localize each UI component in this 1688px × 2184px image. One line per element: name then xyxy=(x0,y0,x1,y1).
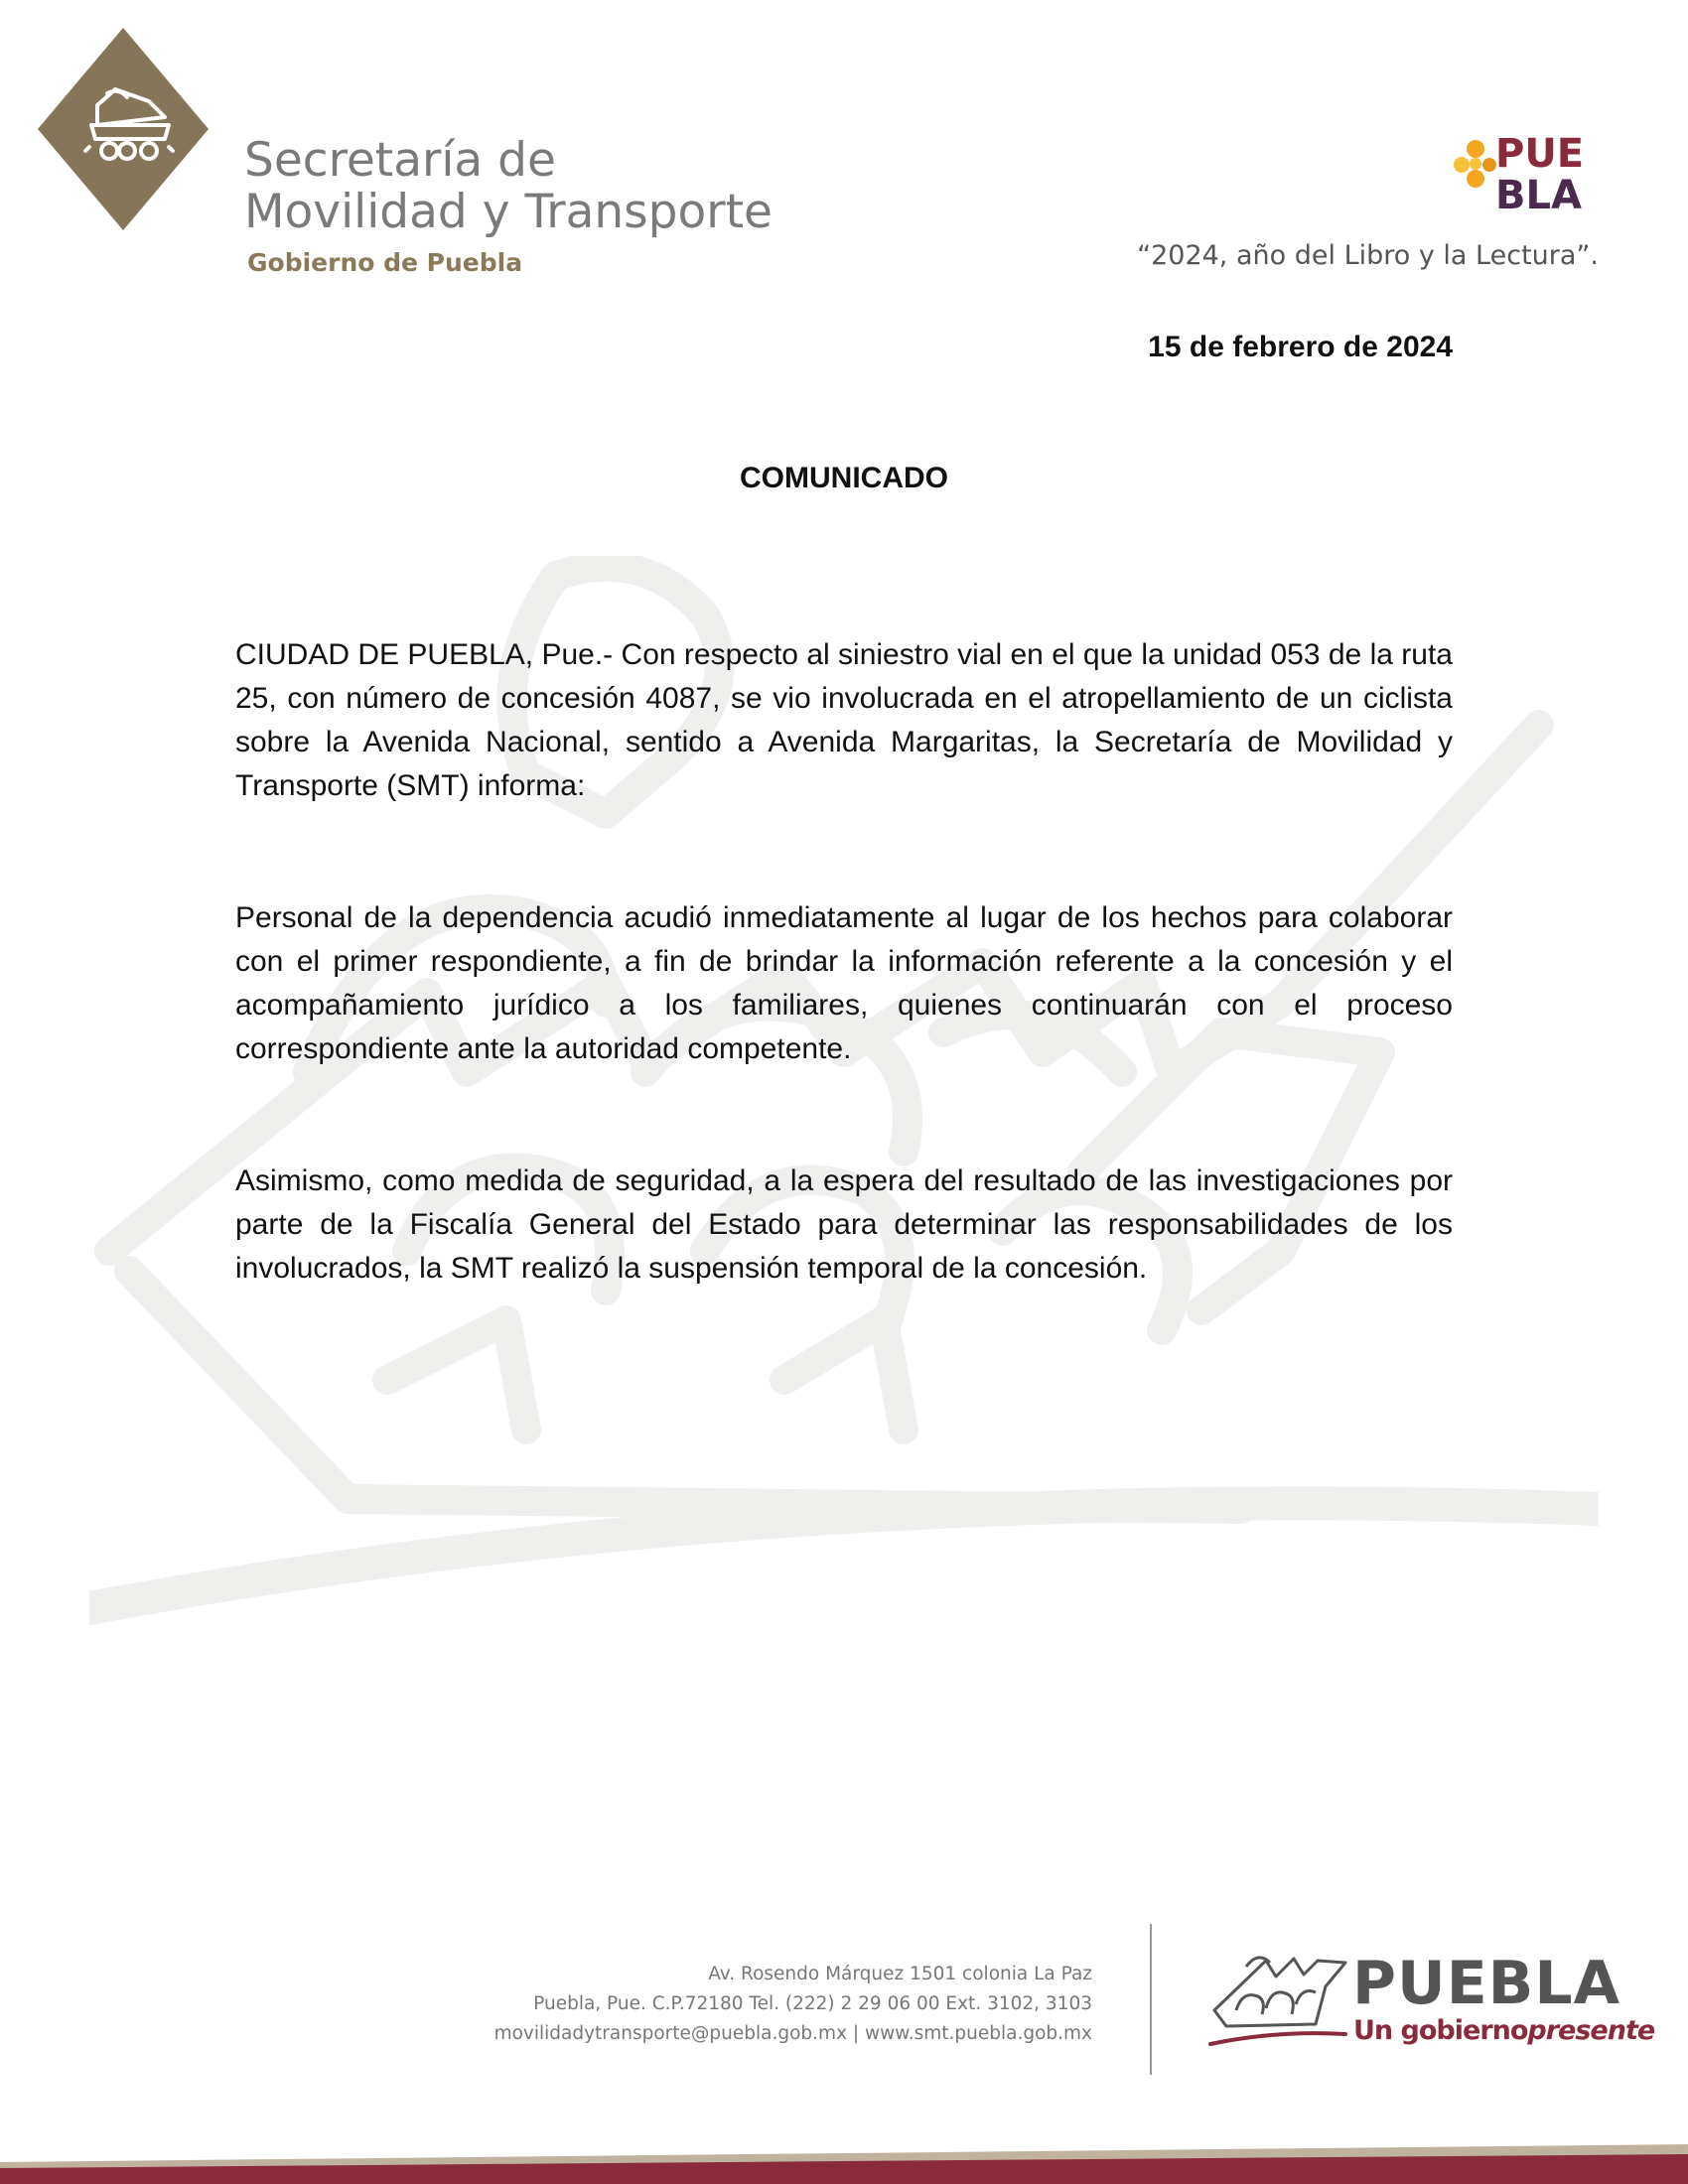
footer-contact-line: movilidadytransporte@puebla.gob.mx | www.smt.puebla.gob.mx xyxy=(493,2023,1092,2044)
year-slogan: “2024, año del Libro y la Lectura”. xyxy=(1137,240,1599,271)
agency-title-line1: Secretaría de xyxy=(244,133,556,188)
paragraph-1: CIUDAD DE PUEBLA, Pue.- Con respecto al siniestro vial en el que la unidad 053 de la ruta 25, con número de concesión 4087, se vio involucrada en el atropellamiento de un ciclista sobre la Avenida Nacional, sentido a Avenida Margaritas, la Secretaría de Movilidad y Transporte (SMT) informa: xyxy=(235,638,1453,802)
footer-divider xyxy=(1150,1924,1152,2075)
bottom-decorative-band xyxy=(0,2085,1688,2184)
state-logo-line2: BLA xyxy=(1495,173,1582,218)
document-title: COMUNICADO xyxy=(740,462,948,494)
agency-title xyxy=(244,135,773,238)
footer-brand-tag-em: presente xyxy=(1527,2015,1655,2046)
agency-subtitle: Gobierno de Puebla xyxy=(247,248,523,277)
footer-address-line1: Av. Rosendo Márquez 1501 colonia La Paz xyxy=(708,1964,1092,1984)
puebla-emblem-icon xyxy=(1206,1941,1350,2050)
state-logo-line1: PUE xyxy=(1495,131,1585,177)
smt-logo-diamond xyxy=(38,28,209,230)
footer-address-line2: Puebla, Pue. C.P.72180 Tel. (222) 2 29 06 00 Ext. 3102, 3103 xyxy=(533,1993,1092,2014)
document-date: 15 de febrero de 2024 xyxy=(1148,331,1453,363)
puebla-flower-icon xyxy=(1454,140,1496,188)
agency-title-line2: Movilidad y Transporte xyxy=(244,185,773,239)
puebla-state-logo xyxy=(1450,129,1599,218)
paragraph-3: Asimismo, como medida de seguridad, a la espera del resultado de las investigaciones por parte de la Fiscalía General del Estado para determinar las responsabilidades de los involucrados, la SMT realizó la suspensión temporal de la concesión. xyxy=(235,1164,1453,1285)
footer-brand-tagline xyxy=(1353,2015,1654,2046)
footer-brand-tag-plain: Un gobierno xyxy=(1353,2015,1528,2046)
footer-brand-word: PUEBLA xyxy=(1352,1949,1621,2018)
paragraph-2: Personal de la dependencia acudió inmediatamente al lugar de los hechos para colaborar con el primer respondiente, a fin de brindar la información referente a la concesión y el acompañamiento jurídico a los familiares, quienes continuarán con el proceso correspondiente ante la autoridad competente. xyxy=(235,901,1453,1065)
